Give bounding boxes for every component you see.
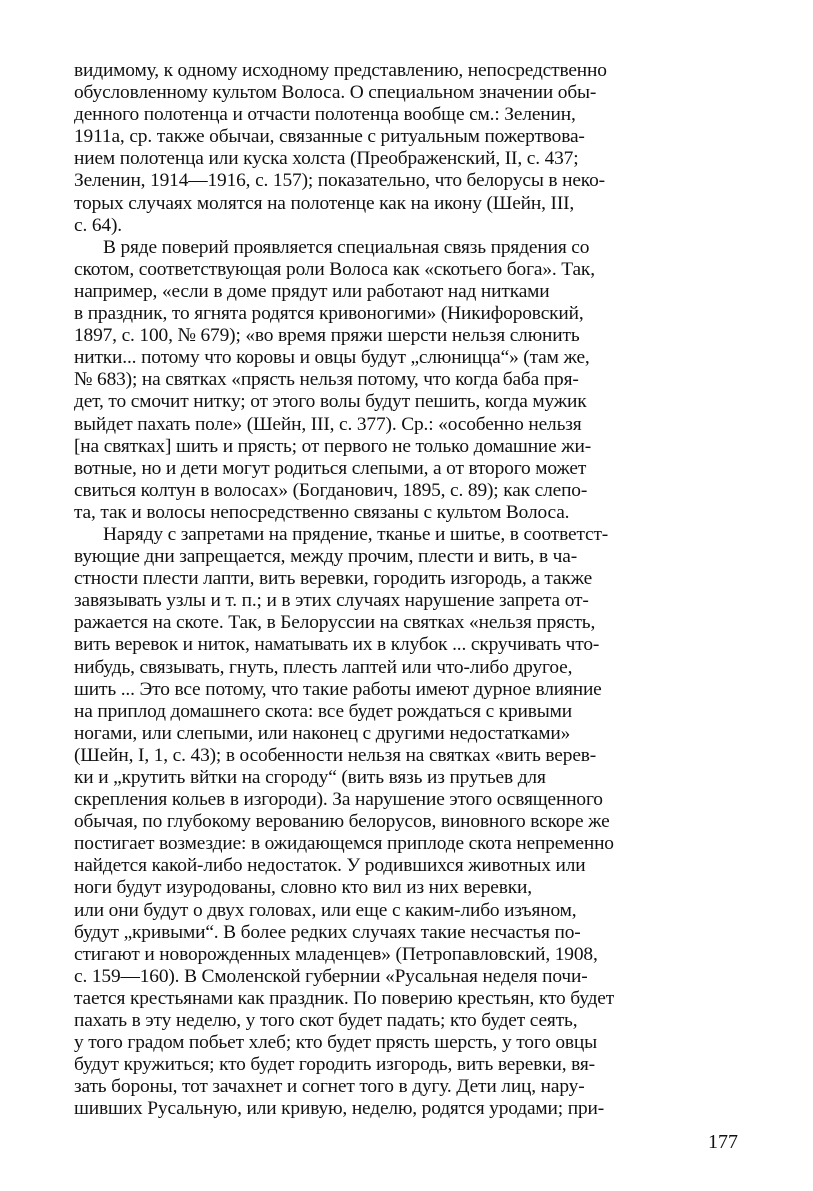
text-line: у того градом побьет хлеб; кто будет прясть шерсть, у того овцы: [74, 1032, 598, 1054]
paragraph-2: [74, 237, 744, 524]
text-line: ногами, или слепыми, или наконец с другими недостатками»: [74, 722, 571, 744]
text-line: например, «если в доме прядут или работают над нитками: [74, 280, 550, 302]
text-line: обычая, по глубокому верованию белорусов, виновного вскоре же: [74, 811, 610, 833]
text-line: нием полотенца или куска холста (Преображенский, II, с. 437;: [74, 148, 579, 170]
text-line: завязывать узлы и т. п.; и в этих случаях нарушение запрета от-: [74, 590, 589, 612]
page-number: 177: [708, 1131, 738, 1153]
text-line: скотом, соответствующая роли Волоса как «скотьего бога». Так,: [74, 258, 595, 280]
text-line: постигает возмездие: в ожидающемся приплоде скота непременно: [74, 833, 614, 855]
text-line: торых случаях молятся на полотенце как на икону (Шейн, III,: [74, 192, 575, 214]
text-line: с. 64).: [74, 214, 122, 236]
text-line: стности плести лапти, вить веревки, городить изгородь, а также: [74, 568, 593, 590]
text-line: пахать в эту неделю, у того скот будет падать; кто будет сеять,: [74, 1010, 578, 1032]
text-line: Зеленин, 1914—1916, с. 157); показательно, что белорусы в неко-: [74, 170, 605, 192]
text-line: зать бороны, тот зачахнет и согнет того в дугу. Дети лиц, нару-: [74, 1076, 585, 1098]
text-line: [на святках] шить и прясть; от первого не только домашние жи-: [74, 435, 592, 457]
text-line: 1897, с. 100, № 679); «во время пряжи шерсти нельзя слюнить: [74, 325, 580, 347]
text-line: нитки... потому что коровы и овцы будут „слюницца“» (там же,: [74, 347, 590, 369]
text-line: та, так и волосы непосредственно связаны с культом Волоса.: [74, 501, 570, 523]
text-line: (Шейн, I, 1, с. 43); в особенности нельзя на святках «вить верев-: [74, 744, 597, 766]
page-body: [74, 60, 744, 1121]
text-line: выйдет пахать поле» (Шейн, III, с. 377). Ср.: «особенно нельзя: [74, 413, 582, 435]
text-line: шить ... Это все потому, что такие работы имеют дурное влияние: [74, 678, 602, 700]
text-line: будут кружиться; кто будет городить изгородь, вить веревки, вя-: [74, 1054, 595, 1076]
text-line: скрепления кольев в изгороди). За нарушение этого освященного: [74, 789, 603, 811]
text-line: стигают и новорожденных младенцев» (Петропавловский, 1908,: [74, 943, 598, 965]
text-line: дет, то смочит нитку; от этого волы будут пешить, когда мужик: [74, 391, 587, 413]
text-line: найдется какой-либо недостаток. У родившихся животных или: [74, 855, 586, 877]
text-line: 1911а, ср. также обычаи, связанные с ритуальным пожертвова-: [74, 126, 585, 148]
paragraph-1: [74, 60, 744, 237]
text-line: будут „кривыми“. В более редких случаях такие несчастья по-: [74, 921, 581, 943]
text-line: тается крестьянами как праздник. По поверию крестьян, кто будет: [74, 987, 615, 1009]
text-line: обусловленному культом Волоса. О специальном значении обы-: [74, 82, 597, 104]
text-line: шивших Русальную, или кривую, неделю, родятся уродами; при-: [74, 1098, 605, 1120]
text-line: в праздник, то ягнята родятся кривоногими» (Никифоровский,: [74, 303, 584, 325]
text-line: ражается на скоте. Так, в Белоруссии на святках «нельзя прясть,: [74, 612, 596, 634]
text-line: В ряде поверий проявляется специальная связь прядения со: [103, 236, 590, 258]
text-line: ки и „крутить вйтки на сгороду“ (вить вязь из прутьев для: [74, 767, 546, 788]
text-line: Наряду с запретами на прядение, тканье и шитье, в соответст-: [103, 523, 609, 545]
text-line: свиться колтун в волосах» (Богданович, 1895, с. 89); как слепо-: [74, 479, 588, 501]
paragraph-3: [74, 524, 744, 1121]
text-line: или они будут о двух головах, или еще с каким-либо изъяном,: [74, 899, 577, 921]
text-line: нибудь, связывать, гнуть, плесть лаптей или что-либо другое,: [74, 656, 573, 678]
text-line: вить веревок и ниток, наматывать их в клубок ... скручивать что-: [74, 634, 600, 656]
text-line: вующие дни запрещается, между прочим, плести и вить, в ча-: [74, 546, 578, 568]
text-line: денного полотенца и отчасти полотенца вообще см.: Зеленин,: [74, 104, 576, 126]
text-line: на приплод домашнего скота: все будет рождаться с кривыми: [74, 700, 573, 722]
text-line: вотные, но и дети могут родиться слепыми, а от второго может: [74, 457, 587, 479]
text-line: ноги будут изуродованы, словно кто вил из них веревки,: [74, 877, 532, 899]
text-line: с. 159—160). В Смоленской губернии «Русальная неделя почи-: [74, 965, 588, 987]
text-line: видимому, к одному исходному представлению, непосредственно: [74, 60, 607, 81]
text-line: № 683); на святках «прясть нельзя потому, что когда баба пря-: [74, 369, 579, 391]
